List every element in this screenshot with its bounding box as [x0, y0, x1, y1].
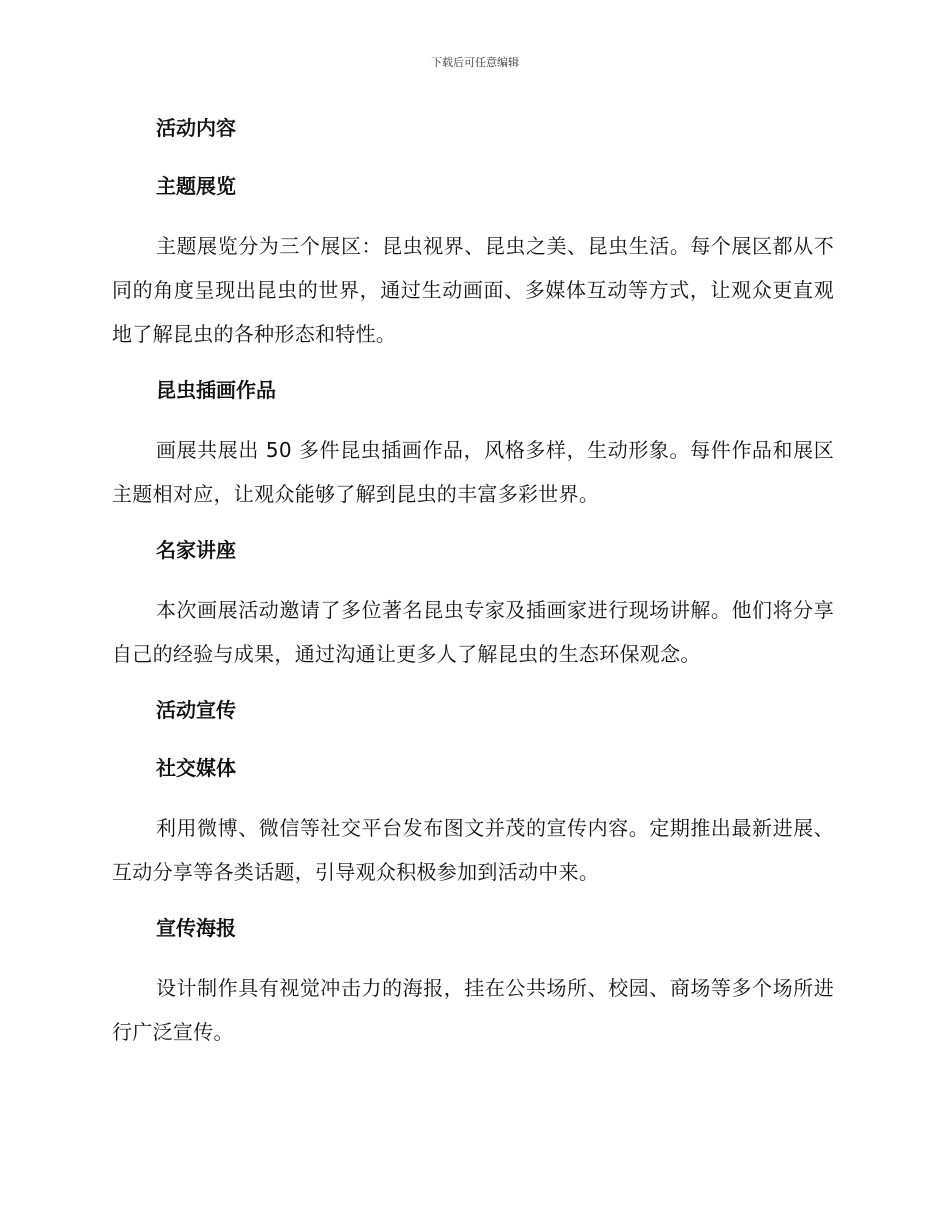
- paragraph-insect-illustrations: 画展共展出 50 多件昆虫插画作品，风格多样，生动形象。每件作品和展区主题相对应，让观众能够了解到昆虫的丰富多彩世界。: [112, 438, 834, 506]
- document-body: [112, 108, 834, 1054]
- paragraph-social-media: 利用微博、微信等社交平台发布图文并茂的宣传内容。定期推出最新进展、互动分享等各类话题，引导观众积极参加到活动中来。: [112, 816, 834, 884]
- section-heading-social-media: 社交媒体: [156, 756, 236, 780]
- section-heading-theme-exhibition: 主题展览: [156, 174, 236, 198]
- paragraph-posters: 设计制作具有视觉冲击力的海报，挂在公共场所、校园、商场等多个场所进行广泛宣传。: [112, 976, 834, 1044]
- section-heading-posters: 宣传海报: [156, 916, 236, 940]
- paragraph-theme-exhibition: 主题展览分为三个展区：昆虫视界、昆虫之美、昆虫生活。每个展区都从不同的角度呈现出昆虫的世界，通过生动画面、多媒体互动等方式，让观众更直观地了解昆虫的各种形态和特性。: [112, 234, 834, 346]
- section-heading-activity-content: 活动内容: [156, 116, 236, 140]
- page-header: 下载后可任意编辑: [431, 56, 519, 69]
- section-heading-activity-promotion: 活动宣传: [156, 698, 236, 722]
- paragraph-expert-lectures: 本次画展活动邀请了多位著名昆虫专家及插画家进行现场讲解。他们将分享自己的经验与成果，通过沟通让更多人了解昆虫的生态环保观念。: [112, 598, 834, 666]
- section-heading-expert-lectures: 名家讲座: [156, 538, 236, 562]
- section-heading-insect-illustrations: 昆虫插画作品: [156, 378, 276, 402]
